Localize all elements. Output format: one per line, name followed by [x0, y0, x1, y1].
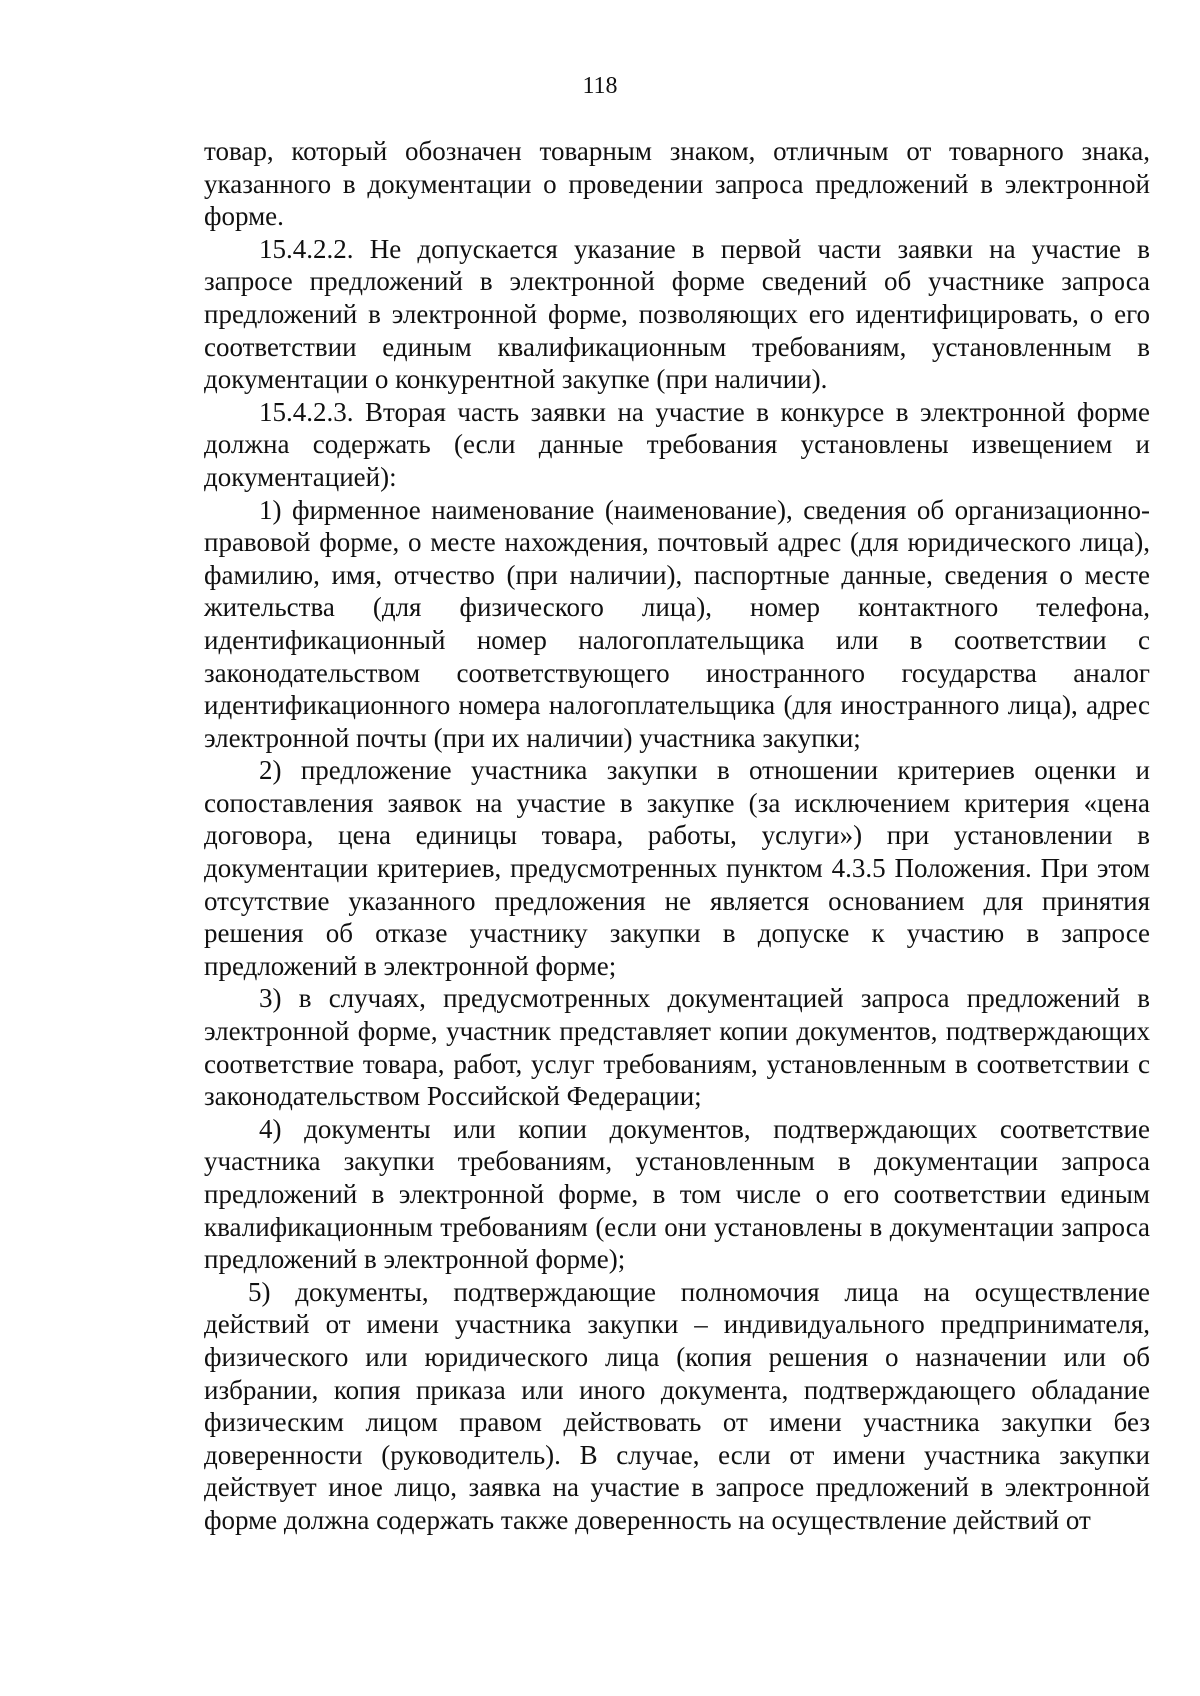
paragraph-15-4-2-2: 15.4.2.2. Не допускается указание в первой части заявки на участие в запросе предложений в электронной форме сведений об участнике запроса предложений в электронной форме, позволяющих его идентифицировать, о его соответствии единым квалификационным требованиям, установленным в документации о конкурентной закупке (при наличии).	[204, 233, 1150, 395]
document-body	[204, 135, 1150, 1537]
list-item-2: 2) предложение участника закупки в отношении критериев оценки и сопоставления заявок на участие в закупке (за исключением критерия «цена договора, цена единицы товара, работы, услуги») при установлении в документации критериев, предусмотренных пунктом 4.3.5 Положения. При этом отсутствие указанного предложения не является основанием для принятия решения об отказе участнику закупки в допуске к участию в запросе предложений в электронной форме;	[204, 755, 1150, 981]
list-item-5: 5) документы, подтверждающие полномочия лица на осуществление действий от имени участника закупки – индивидуального предпринимателя, физического или юридического лица (копия решения о назначении или об избрании, копия приказа или иного документа, подтверждающего обладание физическим лицом правом действовать от имени участника закупки без доверенности (руководитель). В случае, если от имени участника закупки действует иное лицо, заявка на участие в запросе предложений в электронной форме должна содержать также доверенность на осуществление действий от	[204, 1276, 1150, 1535]
paragraph-15-4-2-3: 15.4.2.3. Вторая часть заявки на участие в конкурсе в электронной форме должна содержать (если данные требования установлены извещением и документацией):	[204, 396, 1150, 492]
paragraph-continuation: товар, который обозначен товарным знаком, отличным от товарного знака, указанного в документации о проведении запроса предложений в электронной форме.	[204, 136, 1150, 232]
list-item-1: 1) фирменное наименование (наименование), сведения об организационно-правовой форме, о месте нахождения, почтовый адрес (для юридического лица), фамилию, имя, отчество (при наличии), паспортные данные, сведения о месте жительства (для физического лица), номер контактного телефона, идентификационный номер налогоплательщика или в соответствии с законодательством соответствующего иностранного государства аналог идентификационного номера налогоплательщика (для иностранного лица), адрес электронной почты (при их наличии) участника закупки;	[204, 494, 1150, 753]
list-item-4: 4) документы или копии документов, подтверждающих соответствие участника закупки требованиям, установленным в документации запроса предложений в электронной форме, в том числе о его соответствии единым квалификационным требованиям (если они установлены в документации запроса предложений в электронной форме);	[204, 1113, 1150, 1275]
list-item-3: 3) в случаях, предусмотренных документацией запроса предложений в электронной форме, участник представляет копии документов, подтверждающих соответствие товара, работ, услуг требованиям, установленным в соответствии с законодательством Российской Федерации;	[204, 983, 1150, 1112]
page-number: 118	[582, 73, 618, 99]
